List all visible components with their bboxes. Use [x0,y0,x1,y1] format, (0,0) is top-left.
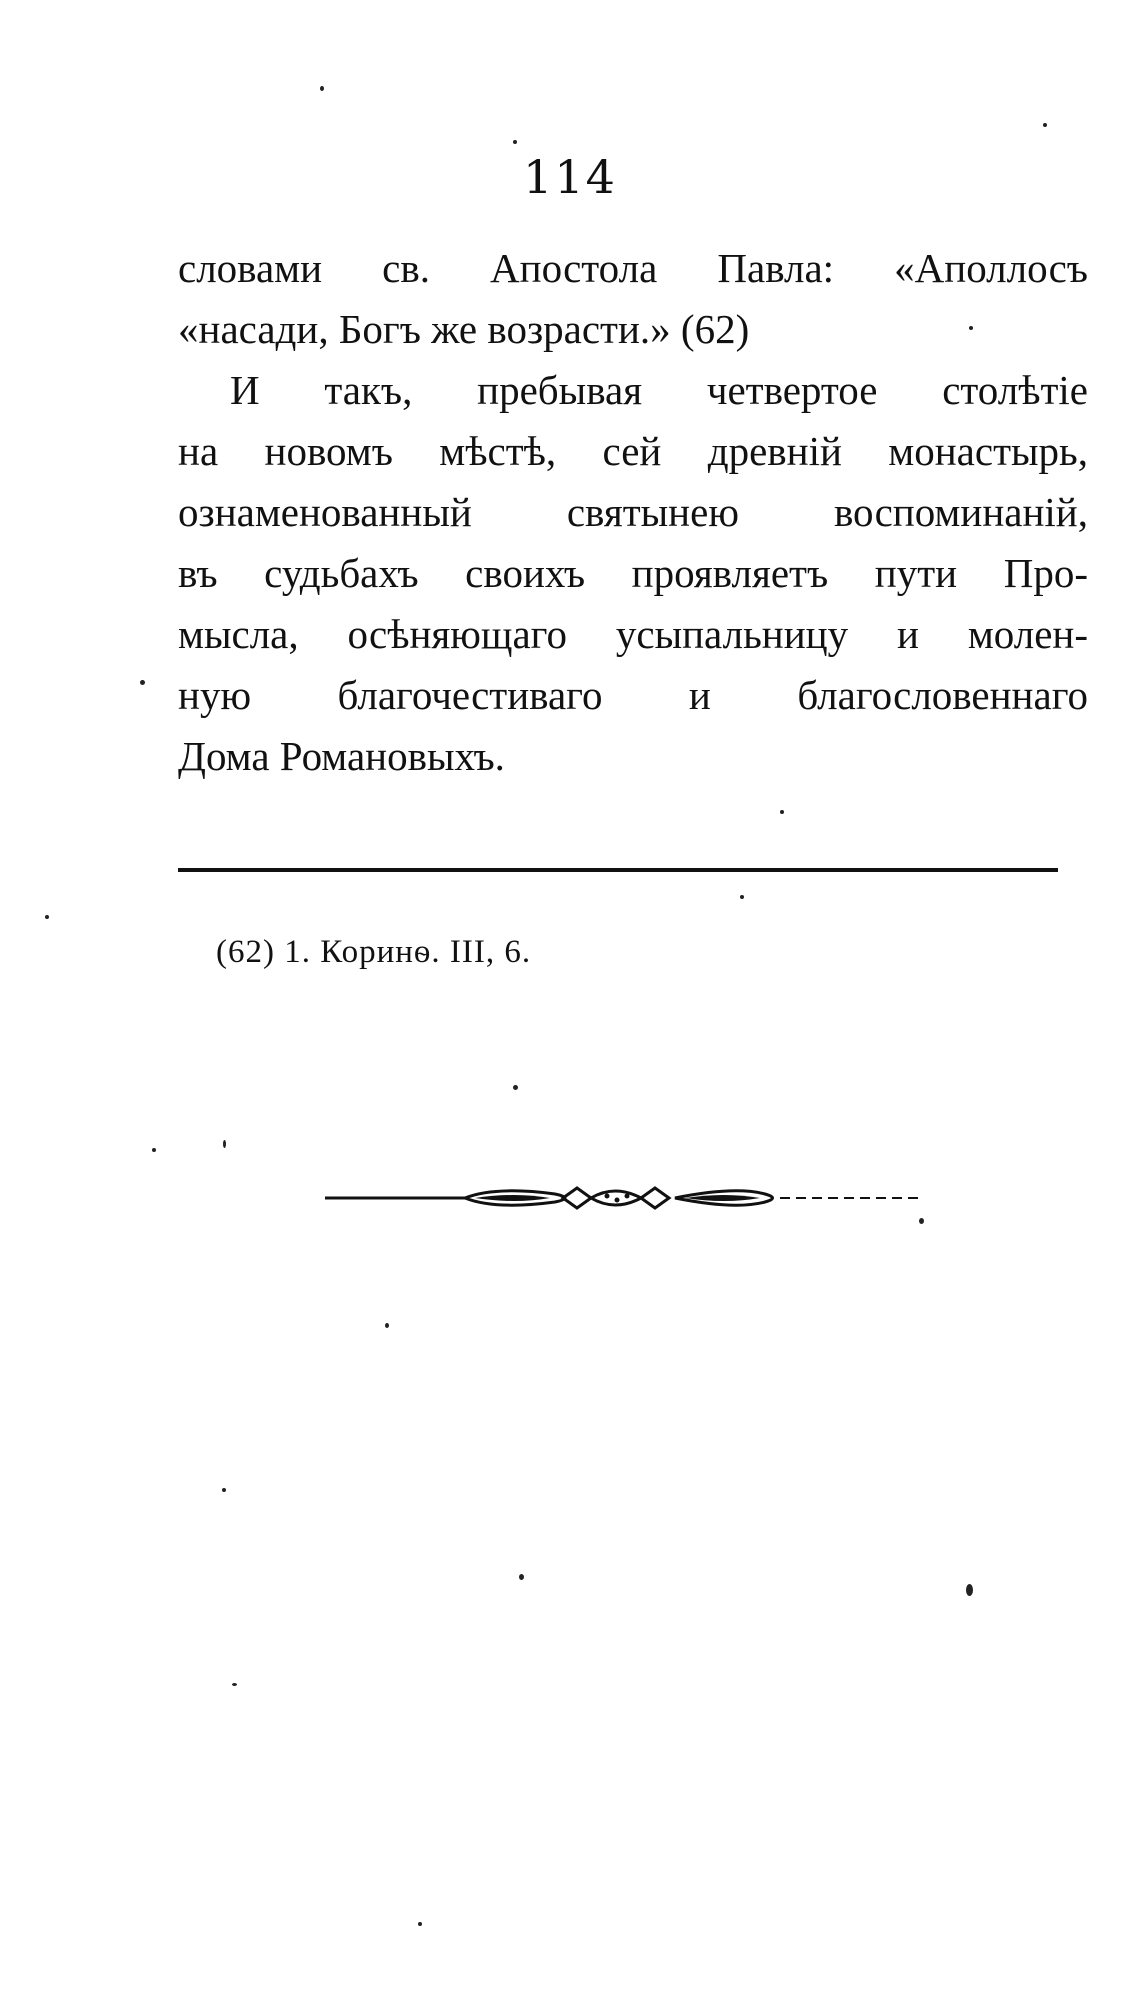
print-speck [919,1218,924,1224]
text-line: въ судьбахъ своихъ проявляетъ пути Про- [178,550,1088,596]
text-line: ознаменованный святынею воспоминаній, [178,489,1088,535]
text-line: мысла, осѣняющаго усыпальницу и молен- [178,611,1088,657]
text-line: Дома Романовыхъ. [178,733,505,779]
text-line: на новомъ мѣстѣ, сей древній монастырь, [178,428,1088,474]
print-speck [966,1584,973,1596]
text-line: «насади, Богъ же возрасти.» (62) [178,306,750,352]
print-speck [152,1148,156,1152]
print-speck [1043,123,1047,127]
paragraph-1 [178,238,1088,360]
footnote: (62) 1. Коринѳ. III, 6. [216,934,532,970]
print-speck [519,1574,524,1580]
footnote-divider [178,868,1058,872]
page-number: 114 [523,150,617,204]
text-line: словами св. Апостола Павла: «Аполлосъ [178,245,1088,291]
text-line: И такъ, пребывая четвертое столѣтіе [230,367,1088,413]
print-speck [140,680,145,685]
print-speck [780,810,784,814]
paragraph-2 [178,360,1088,787]
print-speck [232,1683,237,1686]
print-speck [740,895,744,899]
print-speck [418,1922,422,1926]
text-line: ную благочестиваго и благословеннаго [178,672,1088,718]
print-speck [513,1085,518,1090]
print-speck [45,915,49,919]
print-speck [513,140,517,144]
print-speck [969,326,973,330]
print-speck [223,1140,226,1148]
print-speck [222,1488,226,1492]
tailpiece-ornament-icon [325,1178,925,1218]
print-speck [385,1323,389,1328]
print-speck [320,86,324,91]
